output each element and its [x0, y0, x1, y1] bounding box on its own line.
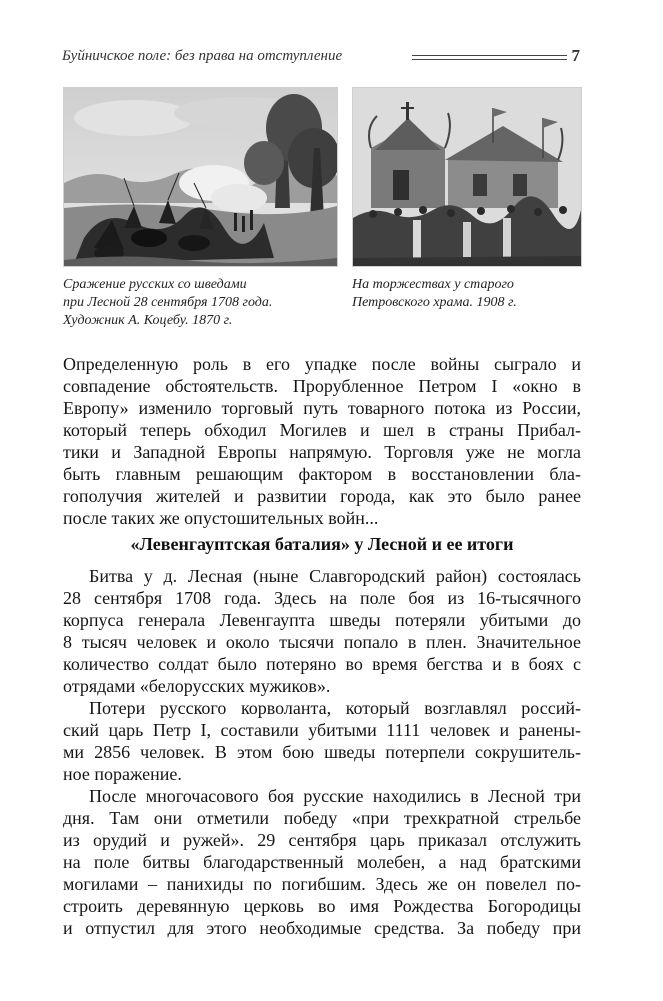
church-celebration-photo: [352, 87, 582, 267]
text-line: и отпустил для этого необходимые средства. За победу при: [63, 918, 581, 938]
church-caption: [352, 276, 582, 312]
header-rule-lower: [412, 59, 567, 60]
church-photo-image: [353, 88, 581, 266]
text-line: отрядами «белорусских мужиков».: [63, 676, 331, 696]
battle-engraving-image: [64, 88, 337, 266]
text-line: строить деревянную церковь во имя Рождества Богородицы: [63, 896, 581, 916]
text-line: Потери русского корволанта, который возглавлял россий-: [89, 698, 581, 718]
running-title: Буйничское поле: без права на отступление: [62, 48, 343, 64]
text-line: количество солдат было потеряно во время бегства и в боях с: [63, 654, 581, 674]
text-line: который теперь обходил Могилев и шел в страны Прибал-: [63, 420, 581, 440]
text-line: на поле битвы благодарственный молебен, а над братскими: [63, 852, 581, 872]
text-line: после таких же опустошительных войн...: [63, 508, 379, 528]
text-line: ми 2856 человек. В этом бою шведы потерпели сокрушитель-: [63, 742, 581, 762]
battle-caption: [63, 276, 343, 330]
running-header: [62, 46, 580, 68]
text-line: ский царь Петр I, составили убитыми 1111 человек и ранены-: [63, 720, 581, 740]
section-heading: «Левенгауптская баталия» у Лесной и ее итоги: [130, 534, 514, 554]
body-text: [63, 565, 581, 939]
text-line: Определенную роль в его упадке после войны сыграло и: [63, 354, 581, 374]
caption-line: Петровского храма. 1908 г.: [352, 295, 517, 310]
text-line: Битва у д. Лесная (ныне Славгородский район) состоялась: [89, 566, 581, 586]
caption-line: На торжествах у старого: [352, 277, 514, 292]
text-line: ное поражение.: [63, 764, 182, 784]
text-line: могилами – панихиды по погибшим. Здесь же он повелел по-: [63, 874, 581, 894]
text-line: дня. Там они отметили победу «при трехкратной стрельбе: [63, 808, 581, 828]
caption-line: Художник А. Коцебу. 1870 г.: [63, 313, 233, 328]
text-line: Европу» изменило торговый путь товарного потока из России,: [63, 398, 581, 418]
text-line: быть главным решающим фактором в восстановлении бла-: [63, 464, 581, 484]
caption-line: при Лесной 28 сентября 1708 года.: [63, 295, 273, 310]
caption-line: Сражение русских со шведами: [63, 277, 247, 292]
text-line: 28 сентября 1708 года. Здесь на поле боя из 16-тысячного: [63, 588, 581, 608]
text-line: совпадение обстоятельств. Прорубленное Петром I «окно в: [63, 376, 581, 396]
page-number: 7: [571, 46, 580, 65]
text-line: корпуса генерала Левенгаупта шведы потеряли убитыми до: [63, 610, 581, 630]
header-rule-upper: [412, 55, 567, 56]
text-line: из орудий и ружей». 29 сентября царь приказал отслужить: [63, 830, 581, 850]
text-line: 8 тысяч человек и около тысячи попало в плен. Значительное: [63, 632, 581, 652]
battle-illustration: [63, 87, 338, 267]
text-line: гополучия жителей и развитии города, как это было ранее: [63, 486, 581, 506]
text-line: После многочасового боя русские находились в Лесной три: [89, 786, 581, 806]
paragraph-decline: [63, 353, 581, 529]
text-line: тики и Западной Европы напрямую. Торговля уже не могла: [63, 442, 581, 462]
